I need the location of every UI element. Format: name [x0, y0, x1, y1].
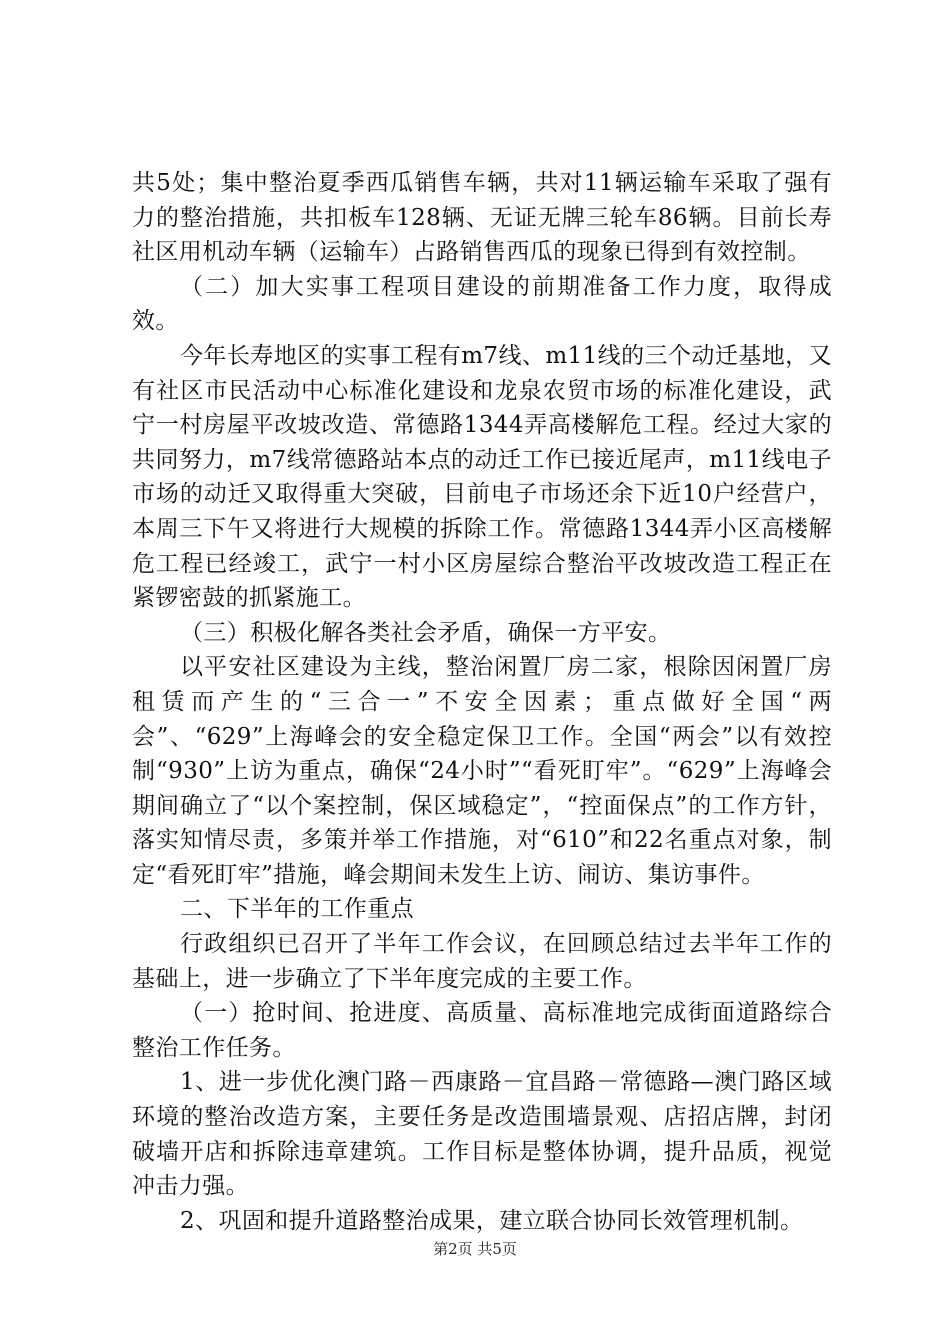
list-item-2-management-mechanism: 2、巩固和提升道路整治成果，建立联合协同长效管理机制。 — [180, 1207, 804, 1234]
page-number-footer: 第2页 共5页 — [433, 1240, 517, 1258]
paragraph-watermelon-enforcement: 共5处；集中整治夏季西瓜销售车辆，共对11辆运输车采取了强有力的整治措施，共扣板车128辆、无证无牌三轮车86辆。目前长寿社区用机动车辆（运输车）占路销售西瓜的现象已得到有效控制。 — [132, 170, 832, 266]
list-item-1-renovation-plan: 1、进一步优化澳门路－西康路－宜昌路－常德路—澳门路区域环境的整治改造方案，主要任务是改造围墙景观、店招店牌，封闭破墙开店和拆除违章建筑。工作目标是整体协调，提升品质，视觉冲击力强。 — [132, 1069, 832, 1200]
section-heading-second-half-priorities: 二、下半年的工作重点 — [180, 896, 414, 923]
section-heading-social-conflicts: （三）积极化解各类社会矛盾，确保一方平安。 — [180, 619, 672, 646]
section-heading-project-preparation: （二）加大实事工程项目建设的前期准备工作力度，取得成效。 — [132, 273, 832, 335]
paragraph-safe-community: 以平安社区建设为主线，整治闲置厂房二家，根除因闲置厂房租赁而产生的“三合一”不安全因素；重点做好全国“两会”、“629”上海峰会的安全稳定保卫工作。全国“两会”以有效控制“930”上访为重点，确保“24小时”“看死盯牢”。“629”上海峰会期间确立了“以个案控制，保区域稳定”，“控面保点”的工作方针，落实知情尽责，多策并举工作措施，对“610”和22名重点对象，制定“看死盯牢”措施，峰会期间未发生上访、闹访、集访事件。 — [132, 654, 832, 888]
section-heading-road-renovation: （一）抢时间、抢进度、高质量、高标准地完成街面道路综合整治工作任务。 — [132, 1000, 832, 1061]
paragraph-practical-projects: 今年长寿地区的实事工程有m7线、m11线的三个动迁基地，又有社区市民活动中心标准化建设和龙泉农贸市场的标准化建设，武宁一村房屋平改坡改造、常德路1344弄高楼解危工程。经过大家的共同努力，m7线常德路站本点的动迁工作已接近尾声，m11线电子市场的动迁又取得重大突破，目前电子市场还余下近10户经营户，本周三下午又将进行大规模的拆除工作。常德路1344弄小区高楼解危工程已经竣工，武宁一村小区房屋综合整治平改坡改造工程正在紧锣密鼓的抓紧施工。 — [132, 342, 832, 612]
document-body — [132, 166, 832, 1238]
paragraph-half-year-meeting: 行政组织已召开了半年工作会议，在回顾总结过去半年工作的基础上，进一步确立了下半年度完成的主要工作。 — [132, 931, 832, 992]
